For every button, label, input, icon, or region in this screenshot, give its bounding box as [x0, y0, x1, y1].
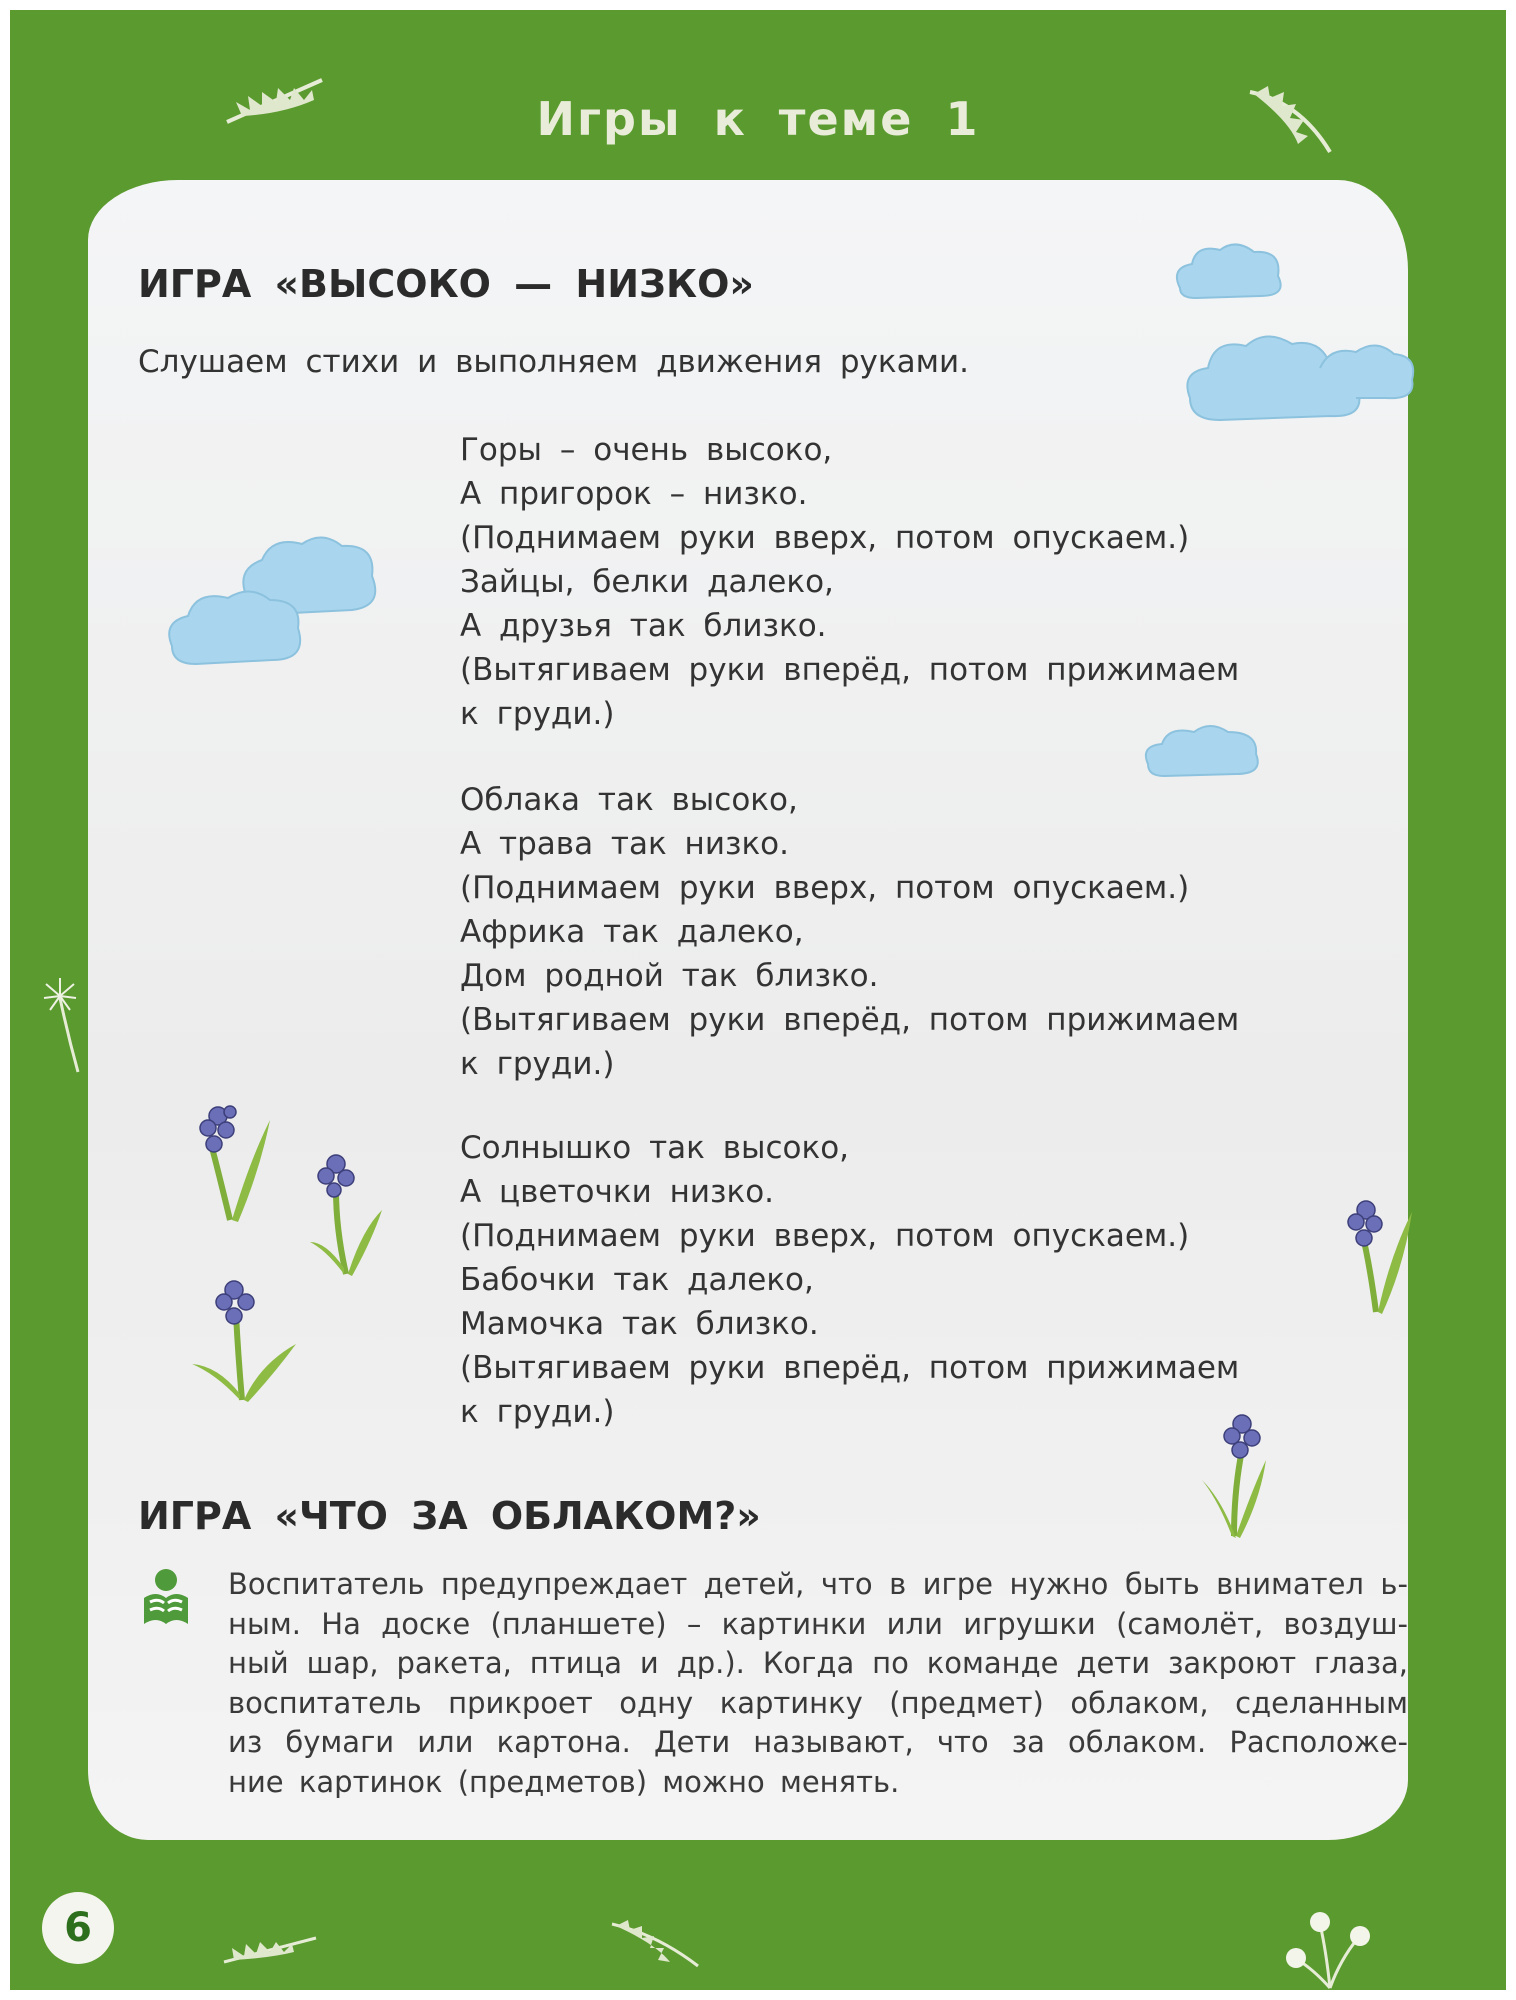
dandelion-icon: [42, 976, 92, 1076]
cloud-icon: [162, 530, 387, 680]
poem-line: к груди.): [460, 696, 615, 732]
dandelion-icon: [1280, 1910, 1380, 1990]
cloud-icon: [1180, 328, 1420, 428]
bluebell-flower-icon: [306, 1150, 386, 1280]
poem-line: (Вытягиваем руки вперёд, потом прижимаем: [460, 652, 1240, 688]
dandelion-leaf-icon: [220, 1928, 320, 1968]
poem-line: (Поднимаем руки вверх, потом опускаем.): [460, 870, 1190, 906]
poem-line: (Поднимаем руки вверх, потом опускаем.): [460, 1218, 1190, 1254]
dandelion-leaf-icon: [606, 1914, 706, 1974]
poem-line: А друзья так близко.: [460, 608, 827, 644]
paragraph-line: воспитатель прикроет одну картинку (предмет) облаком, сделанным: [228, 1685, 1408, 1720]
bluebell-flower-icon: [190, 1274, 300, 1404]
poem-stanza-2: [460, 778, 1239, 1086]
poem-line: к груди.): [460, 1394, 615, 1430]
poem-line: Мамочка так близко.: [460, 1306, 819, 1342]
poem-line: А пригорок – низко.: [460, 476, 808, 512]
poem-line: (Вытягиваем руки вперёд, потом прижимаем: [460, 1002, 1240, 1038]
page-number: 6: [42, 1892, 114, 1964]
page-title: Игры к теме 1: [536, 92, 980, 146]
bluebell-flower-icon: [200, 1100, 280, 1230]
poem-line: Солнышко так высоко,: [460, 1130, 850, 1166]
teacher-reading-icon: [138, 1568, 194, 1630]
cloud-icon: [1140, 720, 1270, 780]
cloud-icon: [1170, 238, 1290, 303]
poem-line: Дом родной так близко.: [460, 958, 879, 994]
poem-line: (Вытягиваем руки вперёд, потом прижимаем: [460, 1350, 1240, 1386]
poem-line: А цветочки низко.: [460, 1174, 775, 1210]
poem-line: Облака так высоко,: [460, 782, 798, 818]
game1-intro: Слушаем стихи и выполняем движения руками.: [138, 344, 969, 380]
poem-stanza-1: [460, 428, 1239, 736]
poem-line: Африка так далеко,: [460, 914, 804, 950]
game1-title: ИГРА «ВЫСОКО — НИЗКО»: [138, 262, 754, 306]
poem-line: к груди.): [460, 1046, 615, 1082]
bluebell-flower-icon: [1346, 1196, 1416, 1316]
poem-line: А трава так низко.: [460, 826, 789, 862]
poem-line: Горы – очень высоко,: [460, 432, 833, 468]
poem-line: (Поднимаем руки вверх, потом опускаем.): [460, 520, 1190, 556]
poem-line: Бабочки так далеко,: [460, 1262, 814, 1298]
bluebell-flower-icon: [1200, 1410, 1280, 1540]
paragraph-line: Воспитатель предупреждает детей, что в игре нужно быть внимател ь-: [228, 1567, 1408, 1601]
paragraph-line: ние картинок (предметов) можно менять.: [228, 1764, 900, 1799]
game2-description: [228, 1565, 1408, 1802]
game2-title: ИГРА «ЧТО ЗА ОБЛАКОМ?»: [138, 1494, 761, 1538]
page-background: [10, 10, 1506, 1990]
paragraph-line: ным. На доске (планшете) – картинки или игрушки (самолёт, воздуш-: [228, 1606, 1408, 1641]
paragraph-line: из бумаги или картона. Дети называют, что за облаком. Расположе-: [228, 1725, 1408, 1759]
poem-line: Зайцы, белки далеко,: [460, 564, 834, 600]
poem-stanza-3: [460, 1126, 1239, 1434]
paragraph-line: ный шар, ракета, птица и др.). Когда по команде дети закроют глаза,: [228, 1646, 1408, 1680]
